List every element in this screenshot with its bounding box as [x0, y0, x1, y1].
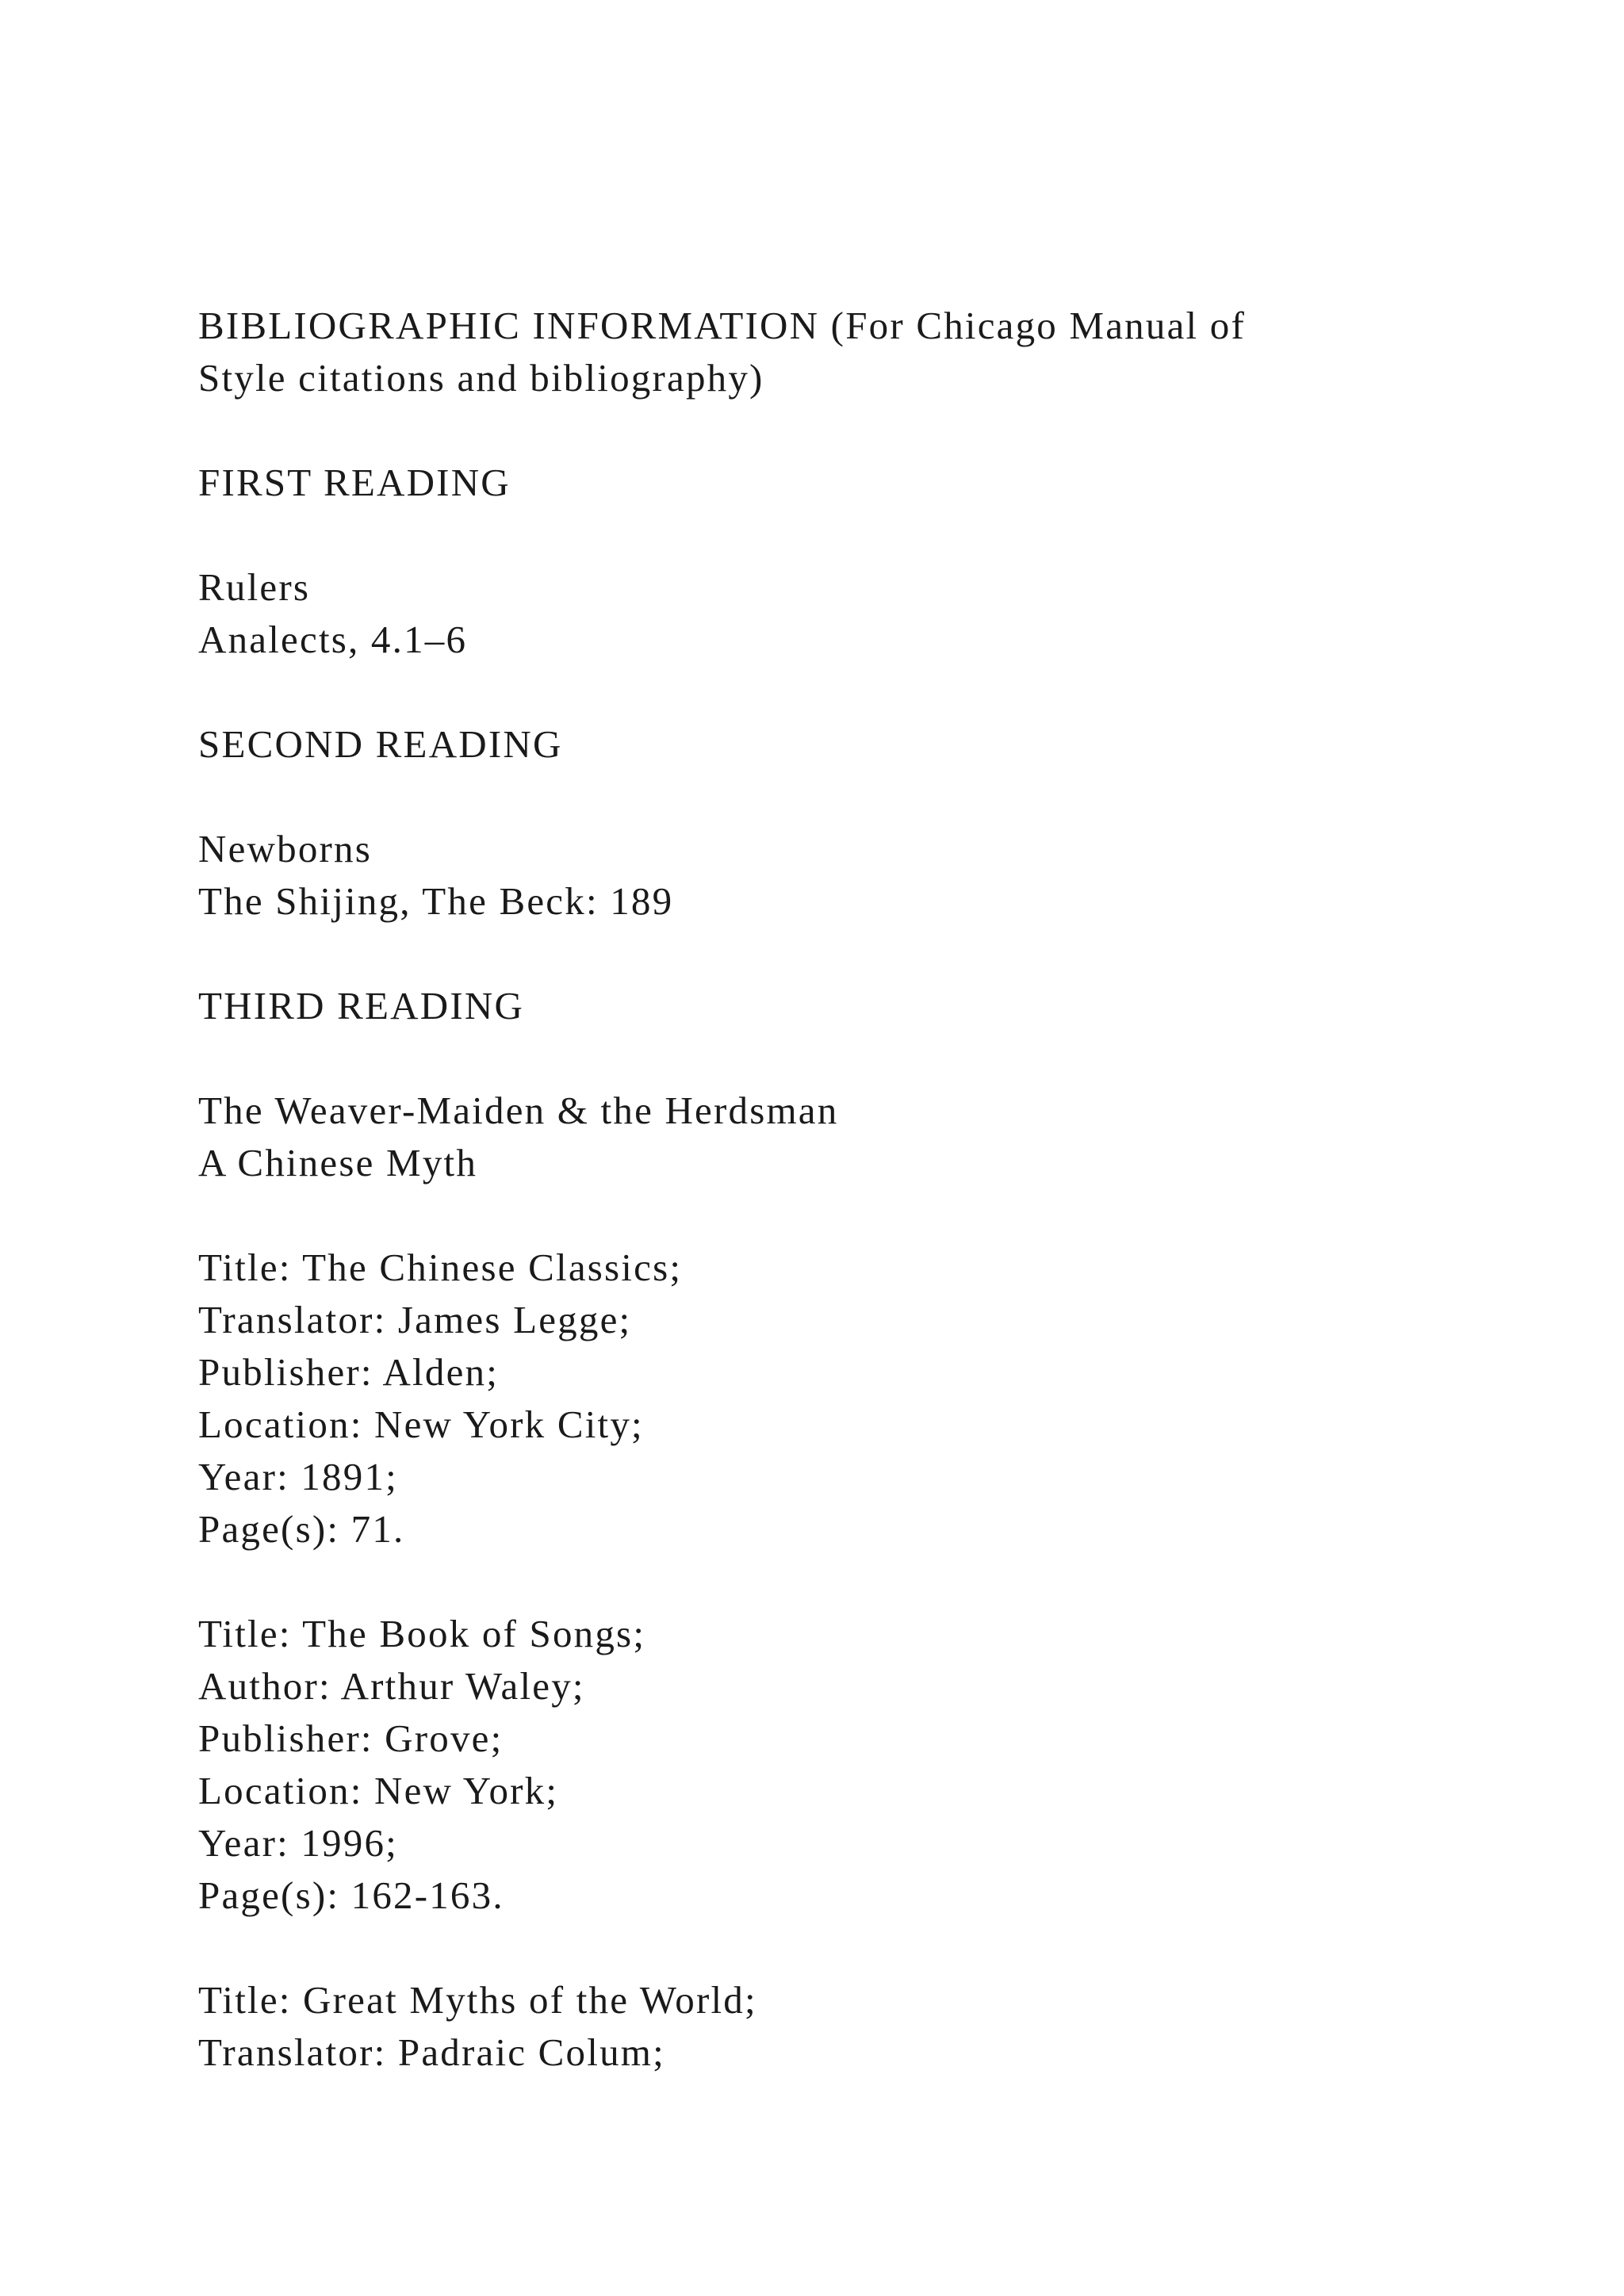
- heading-line: Style citations and bibliography): [198, 356, 764, 400]
- citation-line: Year: 1996;: [198, 1821, 398, 1865]
- citation-line: Author: Arthur Waley;: [198, 1664, 585, 1708]
- spacer: [198, 404, 1467, 457]
- spacer: [198, 666, 1467, 718]
- citation-line: Location: New York;: [198, 1769, 559, 1812]
- section-label: THIRD READING: [198, 984, 525, 1027]
- citation-line: Title: The Book of Songs;: [198, 1612, 646, 1655]
- citation-line: Page(s): 71.: [198, 1507, 405, 1551]
- citation-line: Publisher: Grove;: [198, 1716, 504, 1760]
- citation-line: Year: 1891;: [198, 1455, 398, 1498]
- spacer: [198, 1922, 1467, 1974]
- heading-line: BIBLIOGRAPHIC INFORMATION (For Chicago Manual of: [198, 304, 1247, 347]
- section-label: FIRST READING: [198, 461, 511, 504]
- citation-line: Translator: James Legge;: [198, 1298, 632, 1341]
- first-reading-section: [198, 457, 1467, 666]
- citation-block: [198, 1974, 1467, 2079]
- citation-line: Translator: Padraic Colum;: [198, 2030, 665, 2074]
- spacer: [198, 509, 1467, 561]
- reading-source: The Shijing, The Beck: 189: [198, 879, 674, 923]
- reading-source: Analects, 4.1–6: [198, 618, 468, 661]
- citation-line: Title: The Chinese Classics;: [198, 1246, 683, 1289]
- section-label: SECOND READING: [198, 722, 563, 766]
- spacer: [198, 928, 1467, 980]
- citation-block: [198, 1608, 1467, 1922]
- document-heading: [198, 300, 1467, 404]
- spacer: [198, 1189, 1467, 1242]
- reading-source: A Chinese Myth: [198, 1141, 478, 1184]
- spacer: [198, 771, 1467, 823]
- spacer: [198, 1032, 1467, 1085]
- reading-title: Rulers: [198, 565, 311, 609]
- citation-line: Location: New York City;: [198, 1402, 644, 1446]
- reading-title: The Weaver-Maiden & the Herdsman: [198, 1089, 839, 1132]
- third-reading-section: [198, 980, 1467, 1189]
- spacer: [198, 1556, 1467, 1608]
- citation-block: [198, 1242, 1467, 1556]
- citation-line: Page(s): 162-163.: [198, 1873, 504, 1917]
- citation-line: Title: Great Myths of the World;: [198, 1978, 757, 2022]
- citation-line: Publisher: Alden;: [198, 1350, 500, 1394]
- document-body: [198, 300, 1467, 2079]
- second-reading-section: [198, 718, 1467, 928]
- reading-title: Newborns: [198, 827, 373, 871]
